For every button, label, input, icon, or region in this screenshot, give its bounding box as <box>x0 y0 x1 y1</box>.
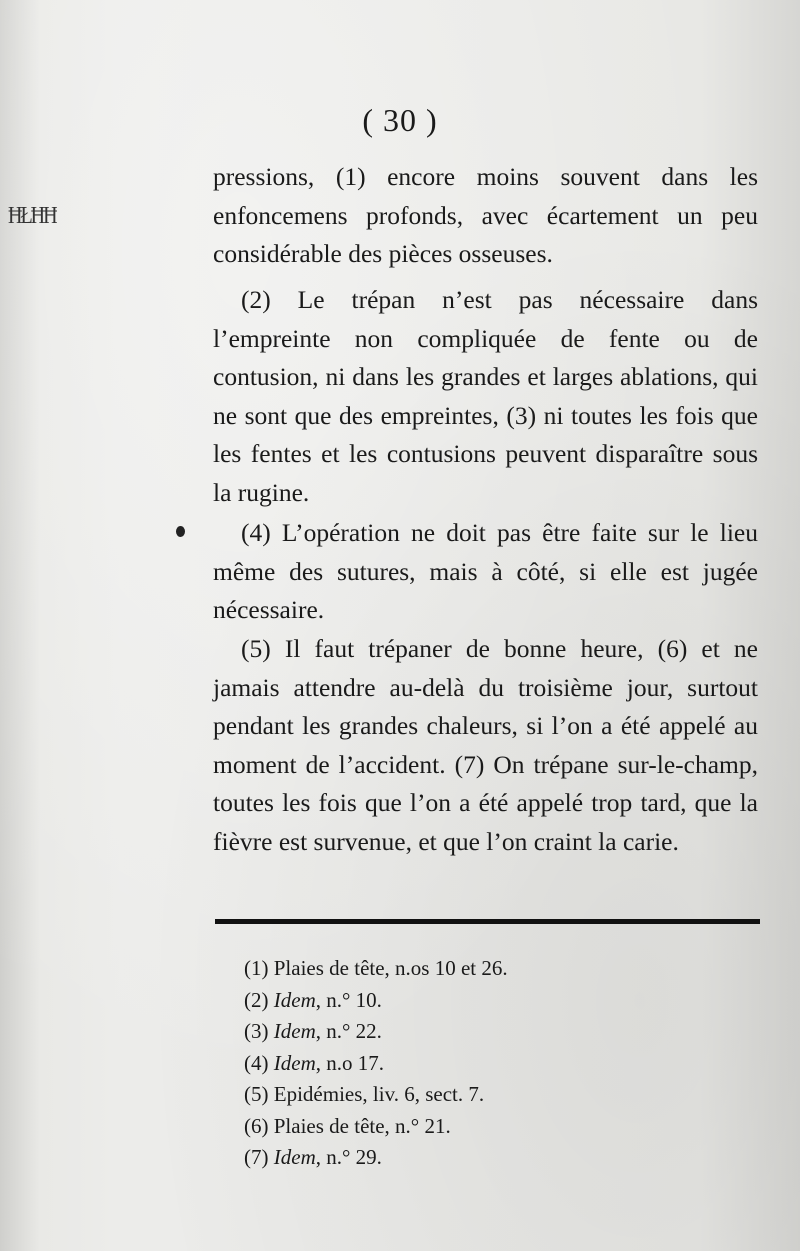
footnotes <box>244 953 724 1174</box>
footnote-5 <box>244 1079 724 1111</box>
footnote-detail: n.os 10 et 26. <box>389 956 508 980</box>
footnote-number: (6) <box>244 1113 269 1138</box>
footnote-number: (3) <box>244 1019 269 1043</box>
footnote-7 <box>244 1142 724 1174</box>
paragraph-3: (4) L’opération ne doit pas être faite sur le lieu même des sutures, mais à côté, si elle est jugée nécessaire. <box>213 518 758 624</box>
footnote-6 <box>244 1111 724 1143</box>
footnote-number: (2) <box>244 987 269 1012</box>
footnote-rule <box>215 919 760 924</box>
footnote-reference: Plaies de tête <box>273 1113 385 1138</box>
ink-spot <box>176 526 185 537</box>
page-number: ( 30 ) <box>362 102 438 138</box>
footnote-reference: Idem <box>273 1050 316 1075</box>
footnote-reference: Plaies de tête, <box>273 956 390 980</box>
paragraph-1: pressions, (1) encore moins souvent dans les enfoncemens profonds, avec écartement un peu considérable des pièces osseuses. <box>213 162 758 268</box>
footnote-detail: , n.° 21. <box>384 1113 451 1138</box>
footnote-1 <box>244 953 724 985</box>
footnote-number: (4) <box>244 1050 269 1075</box>
footnote-number: (5) <box>244 1082 269 1106</box>
footnote-detail: , n.° 10. <box>315 987 382 1012</box>
margin-mark: ĦŁĦĦ <box>8 202 56 230</box>
footnote-2 <box>244 985 724 1017</box>
footnote-3 <box>244 1016 724 1048</box>
paragraph-4: (5) Il faut trépaner de bonne heure, (6) et ne jamais attendre au-delà du troisième jour, surtout pendant les grandes chaleurs, si l’on a été appelé au moment de l’accident. (7) On trépane sur-le-champ, toutes les fois que l’on a été appelé trop tard, que la fièvre est survenue, et que l’on craint la carie. <box>213 634 758 856</box>
footnote-4 <box>244 1048 724 1080</box>
footnote-number: (7) <box>244 1145 269 1169</box>
footnote-detail: , n.o 17. <box>315 1050 384 1075</box>
footnote-detail: liv. 6, sect. 7. <box>367 1082 485 1106</box>
footnote-detail: , n.° 29. <box>315 1145 382 1169</box>
paragraph-2: (2) Le trépan n’est pas nécessaire dans l’empreinte non compliquée de fente ou de contusion, ni dans les grandes et larges ablations, qui ne sont que des empreintes, (3) ni toutes les fois que les fentes et les contusions peuvent disparaître sous la rugine. <box>213 285 758 507</box>
footnote-detail: , n.° 22. <box>315 1019 382 1043</box>
footnote-reference: Idem <box>273 1145 316 1169</box>
footnote-reference: Idem <box>273 987 316 1012</box>
footnote-number: (1) <box>244 956 269 980</box>
footnote-reference: Idem <box>273 1019 316 1043</box>
footnote-reference: Epidémies, <box>273 1082 368 1106</box>
